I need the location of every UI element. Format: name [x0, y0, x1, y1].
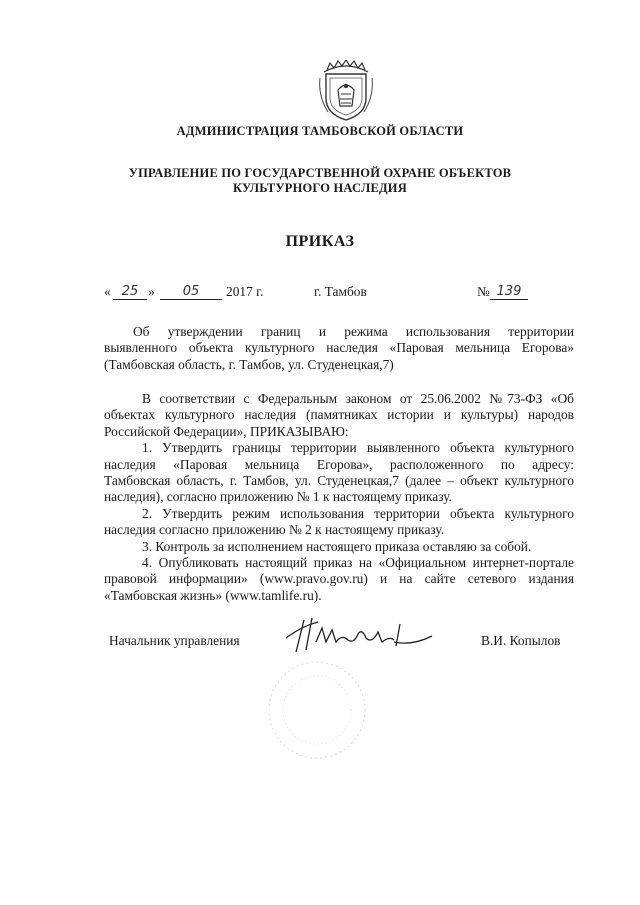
administration-title: АДМИНИСТРАЦИЯ ТАМБОВСКОЙ ОБЛАСТИ: [176, 124, 464, 138]
item-1-paragraph: [104, 440, 574, 506]
item-4-paragraph: [104, 555, 574, 604]
subject-line: выявленного объекта культурного наследия «Паровая мельница Егорова»: [104, 340, 574, 356]
body-line: В соответствии с Федеральным законом от 25.06.2002 №73-ФЗ «Об: [142, 391, 574, 406]
item-3-paragraph: [104, 539, 574, 555]
order-meta-row: [104, 284, 574, 304]
body-line: Тамбовская область, г. Тамбов, ул. Студенецкая,7 (далее – объект культурного: [104, 473, 574, 489]
date-close-quote: »: [148, 284, 155, 299]
body-line: «Тамбовская жизнь» (www.tamlife.ru).: [104, 587, 322, 603]
order-year: 2017 г.: [226, 284, 264, 299]
body-line: наследия), согласно приложению № 1 к настоящему приказу.: [104, 489, 452, 505]
date-open-quote: «: [104, 284, 111, 299]
body-line: 1. Утвердить границы территории выявленного объекта культурного: [142, 440, 574, 456]
department-title-line1: УПРАВЛЕНИЕ ПО ГОСУДАРСТВЕННОЙ ОХРАНЕ ОБЪЕКТОВ: [128, 166, 512, 180]
signatory-name: В.И. Копылов: [481, 633, 561, 648]
coat-of-arms-emblem: [318, 60, 374, 122]
subject-line: (Тамбовская область, г. Тамбов, ул. Студенецкая,7): [104, 356, 394, 372]
body-line: правовой информации» (www.pravo.gov.ru) и на сайте сетевого издания: [104, 571, 574, 587]
order-city: г. Тамбов: [314, 284, 367, 299]
department-title-line2: КУЛЬТУРНОГО НАСЛЕДИЯ: [233, 181, 407, 195]
body-line: 4. Опубликовать настоящий приказ на «Официальном интернет-портале: [142, 555, 574, 571]
order-subject: [104, 324, 574, 373]
preamble-paragraph: [104, 391, 574, 440]
handwritten-signature: [282, 612, 440, 656]
item-2-paragraph: [104, 506, 574, 539]
order-body: [104, 391, 574, 604]
subject-line: Об утверждении границ и режима использования территории: [133, 324, 574, 339]
body-line: Российской Федерации», ПРИКАЗЫВАЮ:: [104, 423, 349, 439]
order-day: 25: [113, 284, 147, 300]
order-month: 05: [160, 284, 222, 300]
body-line: наследия согласно приложению № 2 к настоящему приказу.: [104, 522, 445, 538]
body-line: объектах культурного наследия (памятниках истории и культуры) народов: [104, 407, 574, 423]
signatory-position: Начальник управления: [109, 633, 240, 648]
body-line: наследия «Паровая мельница Егорова», расположенного по адресу:: [104, 456, 574, 472]
document-type-title: ПРИКАЗ: [285, 233, 355, 250]
body-line: 2. Утвердить режим использования территории объекта культурного: [142, 505, 574, 521]
order-number-sign: №: [477, 284, 490, 299]
body-line: 3. Контроль за исполнением настоящего приказа оставляю за собой.: [142, 538, 532, 554]
order-number: 139: [490, 284, 528, 300]
faint-stamp-impression: [262, 655, 372, 765]
